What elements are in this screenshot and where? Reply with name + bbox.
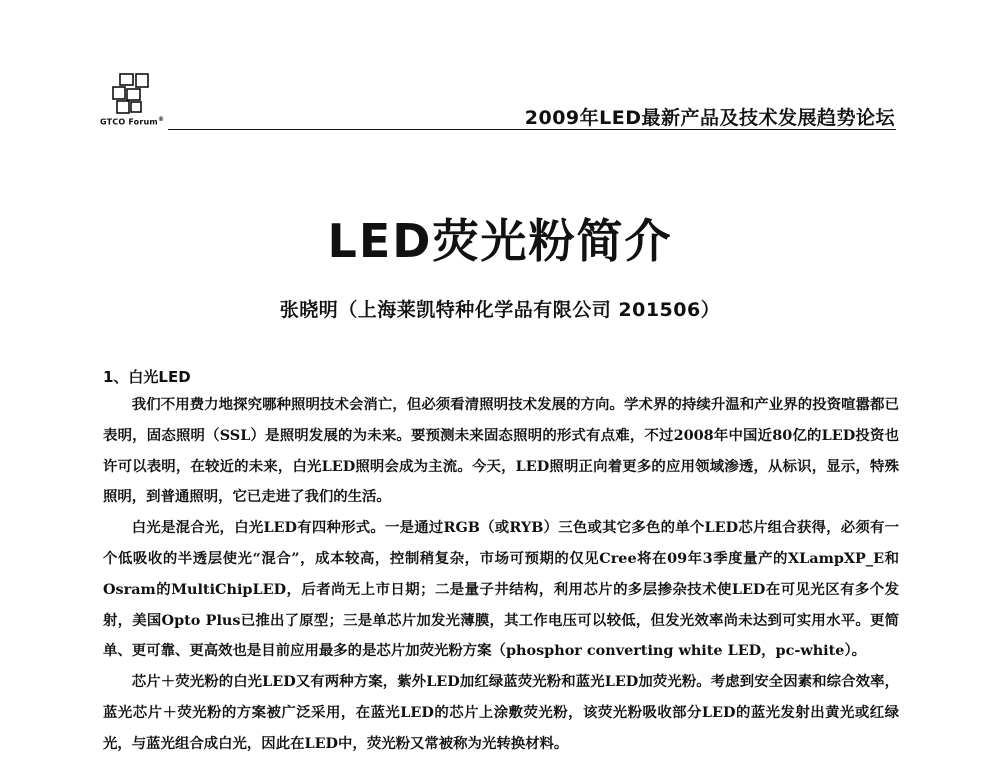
document-title: LED荧光粉简介 (327, 214, 673, 268)
section-heading: 1、白光LED (103, 368, 191, 386)
paragraph: 芯片＋荧光粉的白光LED又有两种方案，紫外LED加红绿蓝荧光粉和蓝光LED加荧光粉。考虑到安全因素和综合效率，蓝光芯片＋荧光粉的方案被广泛采用，在蓝光LED的芯片上涂敷荧光粉，该荧光粉吸收部分LED的蓝光发射出黄光或红绿光，与蓝光组合成白光，因此在LED中，荧光粉又常被称为光转换材料。 (103, 673, 899, 752)
author-affiliation: 张晓明（上海莱凯特种化学品有限公司 201506） (279, 299, 721, 321)
logo-text: GTCO Forum® (100, 116, 165, 127)
body-text (103, 390, 899, 760)
logo-squares-icon (103, 72, 163, 118)
forum-header-title: 2009年LED最新产品及技术发展趋势论坛 (524, 107, 895, 129)
paragraph: 白光是混合光，白光LED有四种形式。一是通过RGB（或RYB）三色或其它多色的单个LED芯片组合获得，必须有一个低吸收的半透层使光“混合”，成本较高，控制稍复杂，市场可预期的仅见Cree将在09年3季度量产的XLampXP_E和Osram的MultiChipLED，后者尚无上市日期；二是量子井结构，利用芯片的多层掺杂技术使LED在可见光区有多个发射，美国Opto Plus已推出了原型；三是单芯片加发光薄膜，其工作电压可以较低，但发光效率尚未达到可实用水平。更简单、更可靠、更高效也是目前应用最多的是芯片加荧光粉方案（phosphor converting white LED，pc-white）。 (103, 519, 899, 660)
header-rule (168, 129, 896, 130)
paragraph: 我们不用费力地探究哪种照明技术会消亡，但必须看清照明技术发展的方向。学术界的持续升温和产业界的投资喧嚣都已表明，固态照明（SSL）是照明发展的为未来。要预测未来固态照明的形式有点难，不过2008年中国近80亿的LED投资也许可以表明，在较近的未来，白光LED照明会成为主流。今天，LED照明正向着更多的应用领域渗透，从标识，显示，特殊照明，到普通照明，它已走进了我们的生活。 (103, 396, 899, 506)
